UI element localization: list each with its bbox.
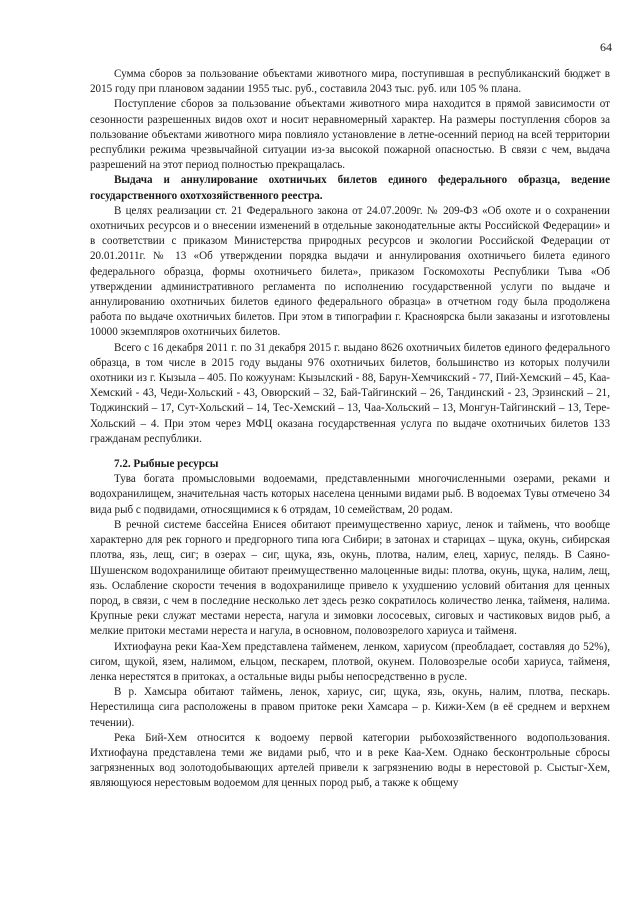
section-heading-fish-resources: 7.2. Рыбные ресурсы: [114, 458, 219, 471]
page-content: [90, 67, 610, 792]
paragraph-licenses-legal-basis: В целях реализации ст. 21 Федерального закона от 24.07.2009г. № 209-ФЗ «Об охоте и о сохранении охотничьих ресурсов и о внесении изменений в отдельные законодательные акты Российской Федерации» и в соответствии с приказом Министерства природных ресурсов и экологии Российской Федерации от 20.01.2011г. № 13 «Об утверждении порядка выдачи и аннулирования охотничьего билета единого федерального образца, формы охотничьего билета», приказом Госкомохоты Республики Тыва «Об утверждении административного регламента по исполнению государственной услуги по выдаче и аннулированию охотничьих билетов единого федерального образца» в отчетном году была продолжена работа по выдаче охотничьих билетов. При этом в типографии г. Красноярска были заказаны и изготовлены 10000 экземпляров охотничьих билетов.: [90, 204, 610, 339]
paragraph-fish-biy-khem: Река Бий-Хем относится к водоему первой категории рыбохозяйственного водопользования. Ихтиофауна представлена теми же видами рыб, что и в реке Каа-Хем. Однако бесконтрольные сбросы загрязненных вод золотодобывающих артелей привели к загрязнению воды в нерестовой р. Сыстыг-Хем, являющуюся нерестовым водоемом для ценных пород рыб, а также к общему: [90, 731, 610, 790]
paragraph-fish-yenisei-basin: В речной системе бассейна Енисея обитают преимущественно хариус, ленок и таймень, что вообще характерно для рек горного и предгорного типа юга Сибири; в затонах и старицах – щука, окунь, сибирская плотва, язь, лещ, сиг; в озерах – сиг, щука, язь, окунь, плотва, налим, елец, хариус, пелядь. В Саяно-Шушенском водохранилище обитают преимущественно малоценные виды: плотва, окунь, щука, налим, лещ, язь. Ослабление скорости течения в водохранилище привело к ухудшению условий обитания для ценных пород, в связи, с чем в последние несколько лет здесь резко сократилось количество ленка, тайменя, налима. Крупные реки служат местами нереста, нагула и зимовки лососевых, сиговых и частиковых видов рыб, а мелкие притоки местами нереста и нагула, в основном, половозрелого хариуса и тайменя.: [90, 518, 610, 638]
section-heading-hunting-licenses: Выдача и аннулирование охотничьих билетов единого федерального образца, ведение государственного охотхозяйственного реестра.: [90, 174, 610, 202]
paragraph-fish-kaa-khem: Ихтиофауна реки Каа-Хем представлена тайменем, ленком, хариусом (преобладает, составляя до 52%), сигом, щукой, язем, налимом, ельцом, пескарем, плотвой, окунем. Половозрелые особи хариуса, тайменя, ленка нерестятся в притоках, а остальные виды рыбы непосредственно в русле.: [90, 640, 610, 683]
paragraph-licenses-statistics: Всего с 16 декабря 2011 г. по 31 декабря 2015 г. выдано 8626 охотничьих билетов единого федерального образца, в том числе в 2015 году выданы 976 охотничьих билетов, большинство из которых получили охотники из г. Кызыла – 405. По кожуунам: Кызылский - 88, Барун-Хемчикский - 77, Пий-Хемский – 45, Каа-Хемский - 43, Чеди-Хольский - 43, Овюрский – 32, Бай-Тайгинский – 26, Тандинский - 23, Эрзинский – 21, Тоджинский – 17, Сут-Хольский – 14, Тес-Хемский – 13, Чаа-Хольский – 13, Монгун-Тайгинский – 13, Тере-Хольский – 4. При этом через МФЦ оказана государственная услуга по выдаче охотничьих билетов 133 гражданам республики.: [90, 341, 610, 445]
paragraph-fish-overview: Тува богата промысловыми водоемами, представленными многочисленными озерами, реками и водохранилищем, значительная часть которых населена ценными видами рыб. В водоемах Тувы отмечено 34 вида рыб с подвидами, относящимися к 6 отрядам, 10 семействам, 20 родам.: [90, 473, 610, 516]
page-number: 64: [600, 40, 612, 54]
paragraph-fish-khamsyra: В р. Хамсыра обитают таймень, ленок, хариус, сиг, щука, язь, окунь, налим, плотва, пескарь. Нерестилища сига расположены в правом притоке реки Хамсара – р. Кижи-Хем (в её среднем и верхнем течении).: [90, 686, 610, 729]
paragraph-fees-seasonality: Поступление сборов за пользование объектами животного мира находится в прямой зависимости от сезонности разрешенных видов охот и носит неравномерный характер. На размеры поступления сборов за пользование объектами животного мира повлияло установление в летне-осенний период на всей территории республики режима чрезвычайной ситуации из-за высокой пожарной опасностью. В связи с чем, выдача разрешений на этот период полностью прекращалась.: [90, 98, 610, 172]
paragraph-fees-total: Сумма сборов за пользование объектами животного мира, поступившая в республиканский бюджет в 2015 году при плановом задании 1955 тыс. руб., составила 2043 тыс. руб. или 105 % плана.: [90, 68, 610, 96]
